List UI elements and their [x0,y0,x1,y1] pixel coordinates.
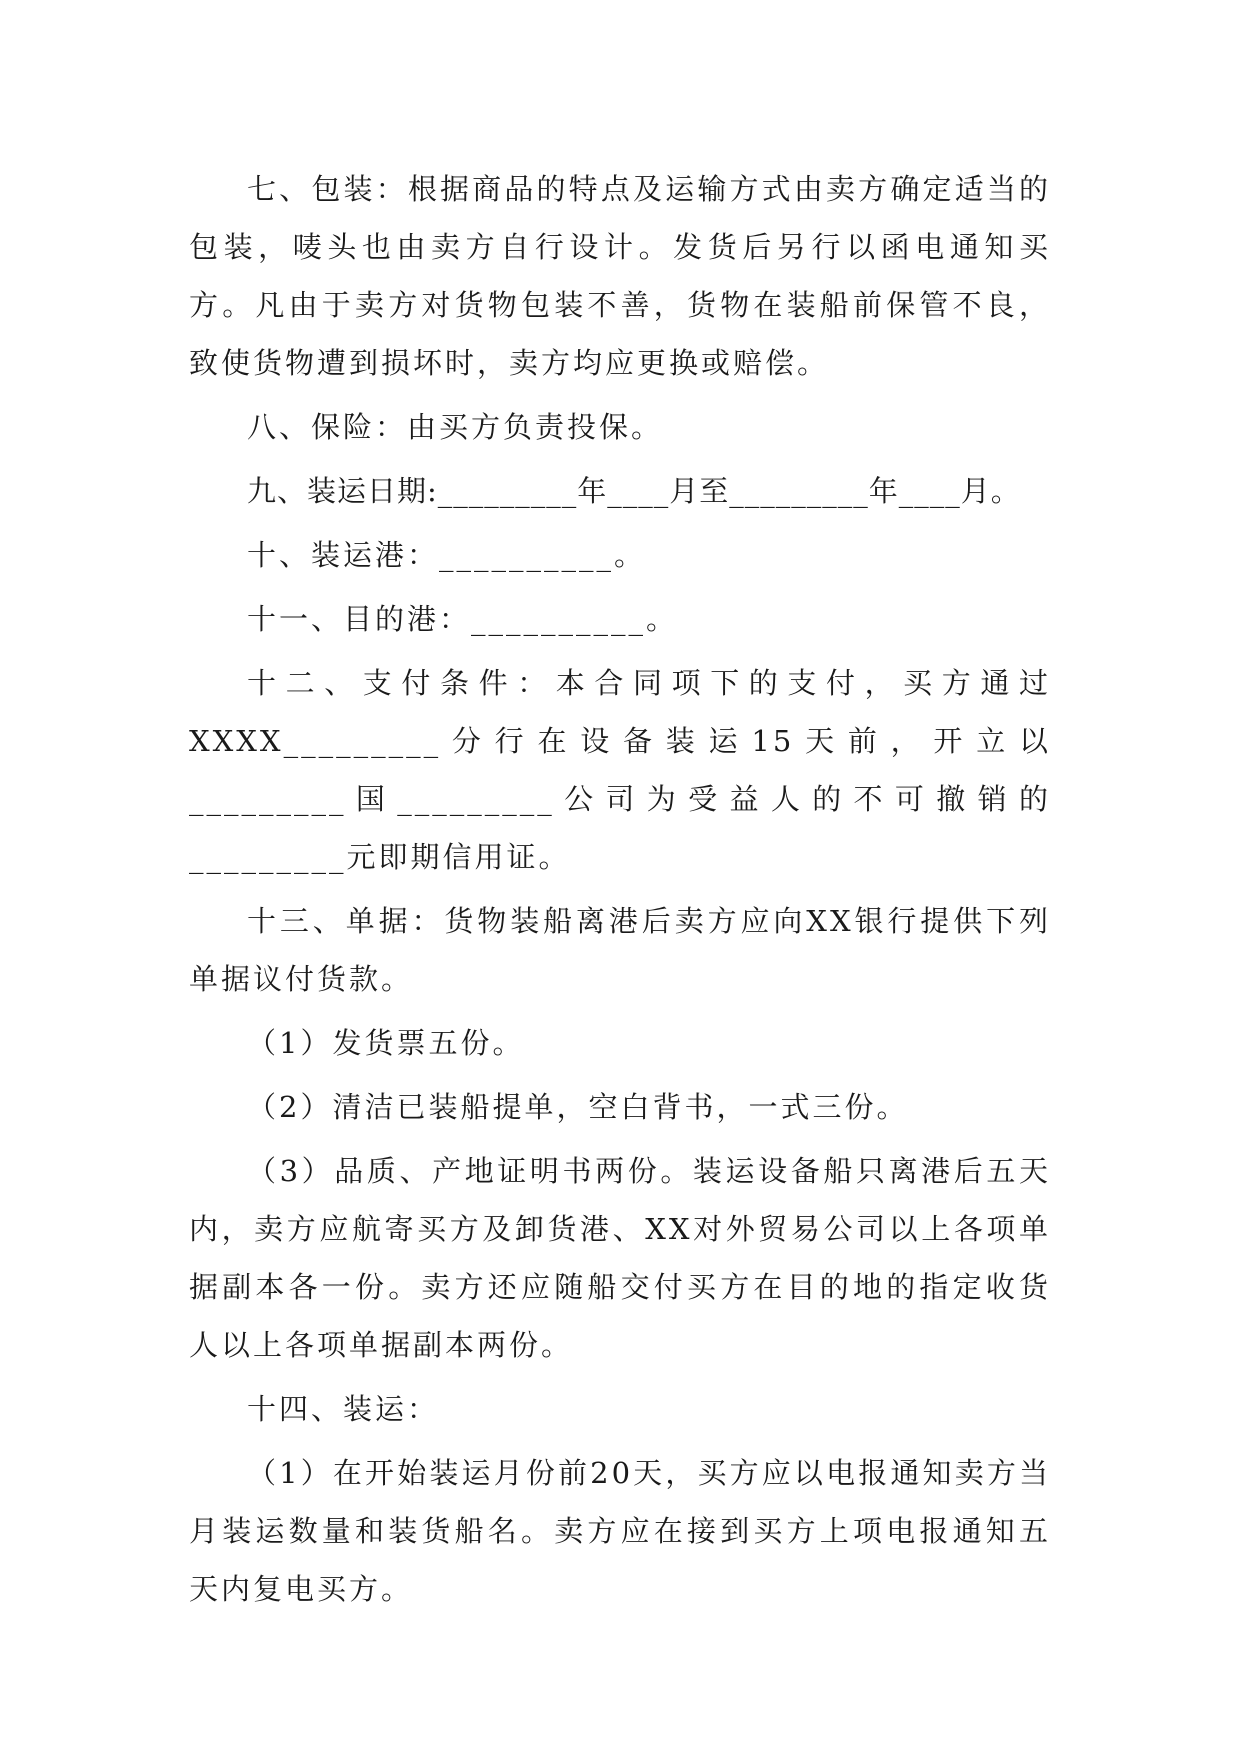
clause-10-port-of-loading: 十、装运港：__________。 [247,538,647,572]
clause-9-shipment-date: 九、装运日期:_________年____月至_________年____月。 [247,474,1021,508]
documents-item-3: （3）品质、产地证明书两份。装运设备船只离港后五天内，卖方应航寄买方及卸货港、XX对外贸易公司以上各项单据副本各一份。卖方还应随船交付买方在目的地的指定收货人以上各项单据副本两份。 [189,1154,1051,1362]
documents-item-2: （2）清洁已装船提单，空白背书，一式三份。 [247,1090,909,1124]
clause-12-payment-terms: 十二、支付条件：本合同项下的支付，买方通过XXXX_________分行在设备装运15天前，开立以_________国_________公司为受益人的不可撤销的_________元即期信用证。 [189,666,1051,874]
clause-8-insurance: 八、保险：由买方负责投保。 [247,410,664,444]
clause-14-shipment: 十四、装运： [247,1392,440,1426]
shipment-item-1: （1）在开始装运月份前20天，买方应以电报通知卖方当月装运数量和装货船名。卖方应在接到买方上项电报通知五天内复电买方。 [189,1456,1051,1606]
clause-7-packing: 七、包装：根据商品的特点及运输方式由卖方确定适当的包装，唛头也由卖方自行设计。发货后另行以函电通知买方。凡由于卖方对货物包装不善，货物在装船前保管不良，致使货物遭到损坏时，卖方均应更换或赔偿。 [189,172,1051,380]
documents-item-1: （1）发货票五份。 [247,1026,525,1060]
document-page [189,160,1051,1624]
clause-13-documents: 十三、单据：货物装船离港后卖方应向XX银行提供下列单据议付货款。 [189,904,1051,996]
clause-11-port-of-destination: 十一、目的港：__________。 [247,602,679,636]
